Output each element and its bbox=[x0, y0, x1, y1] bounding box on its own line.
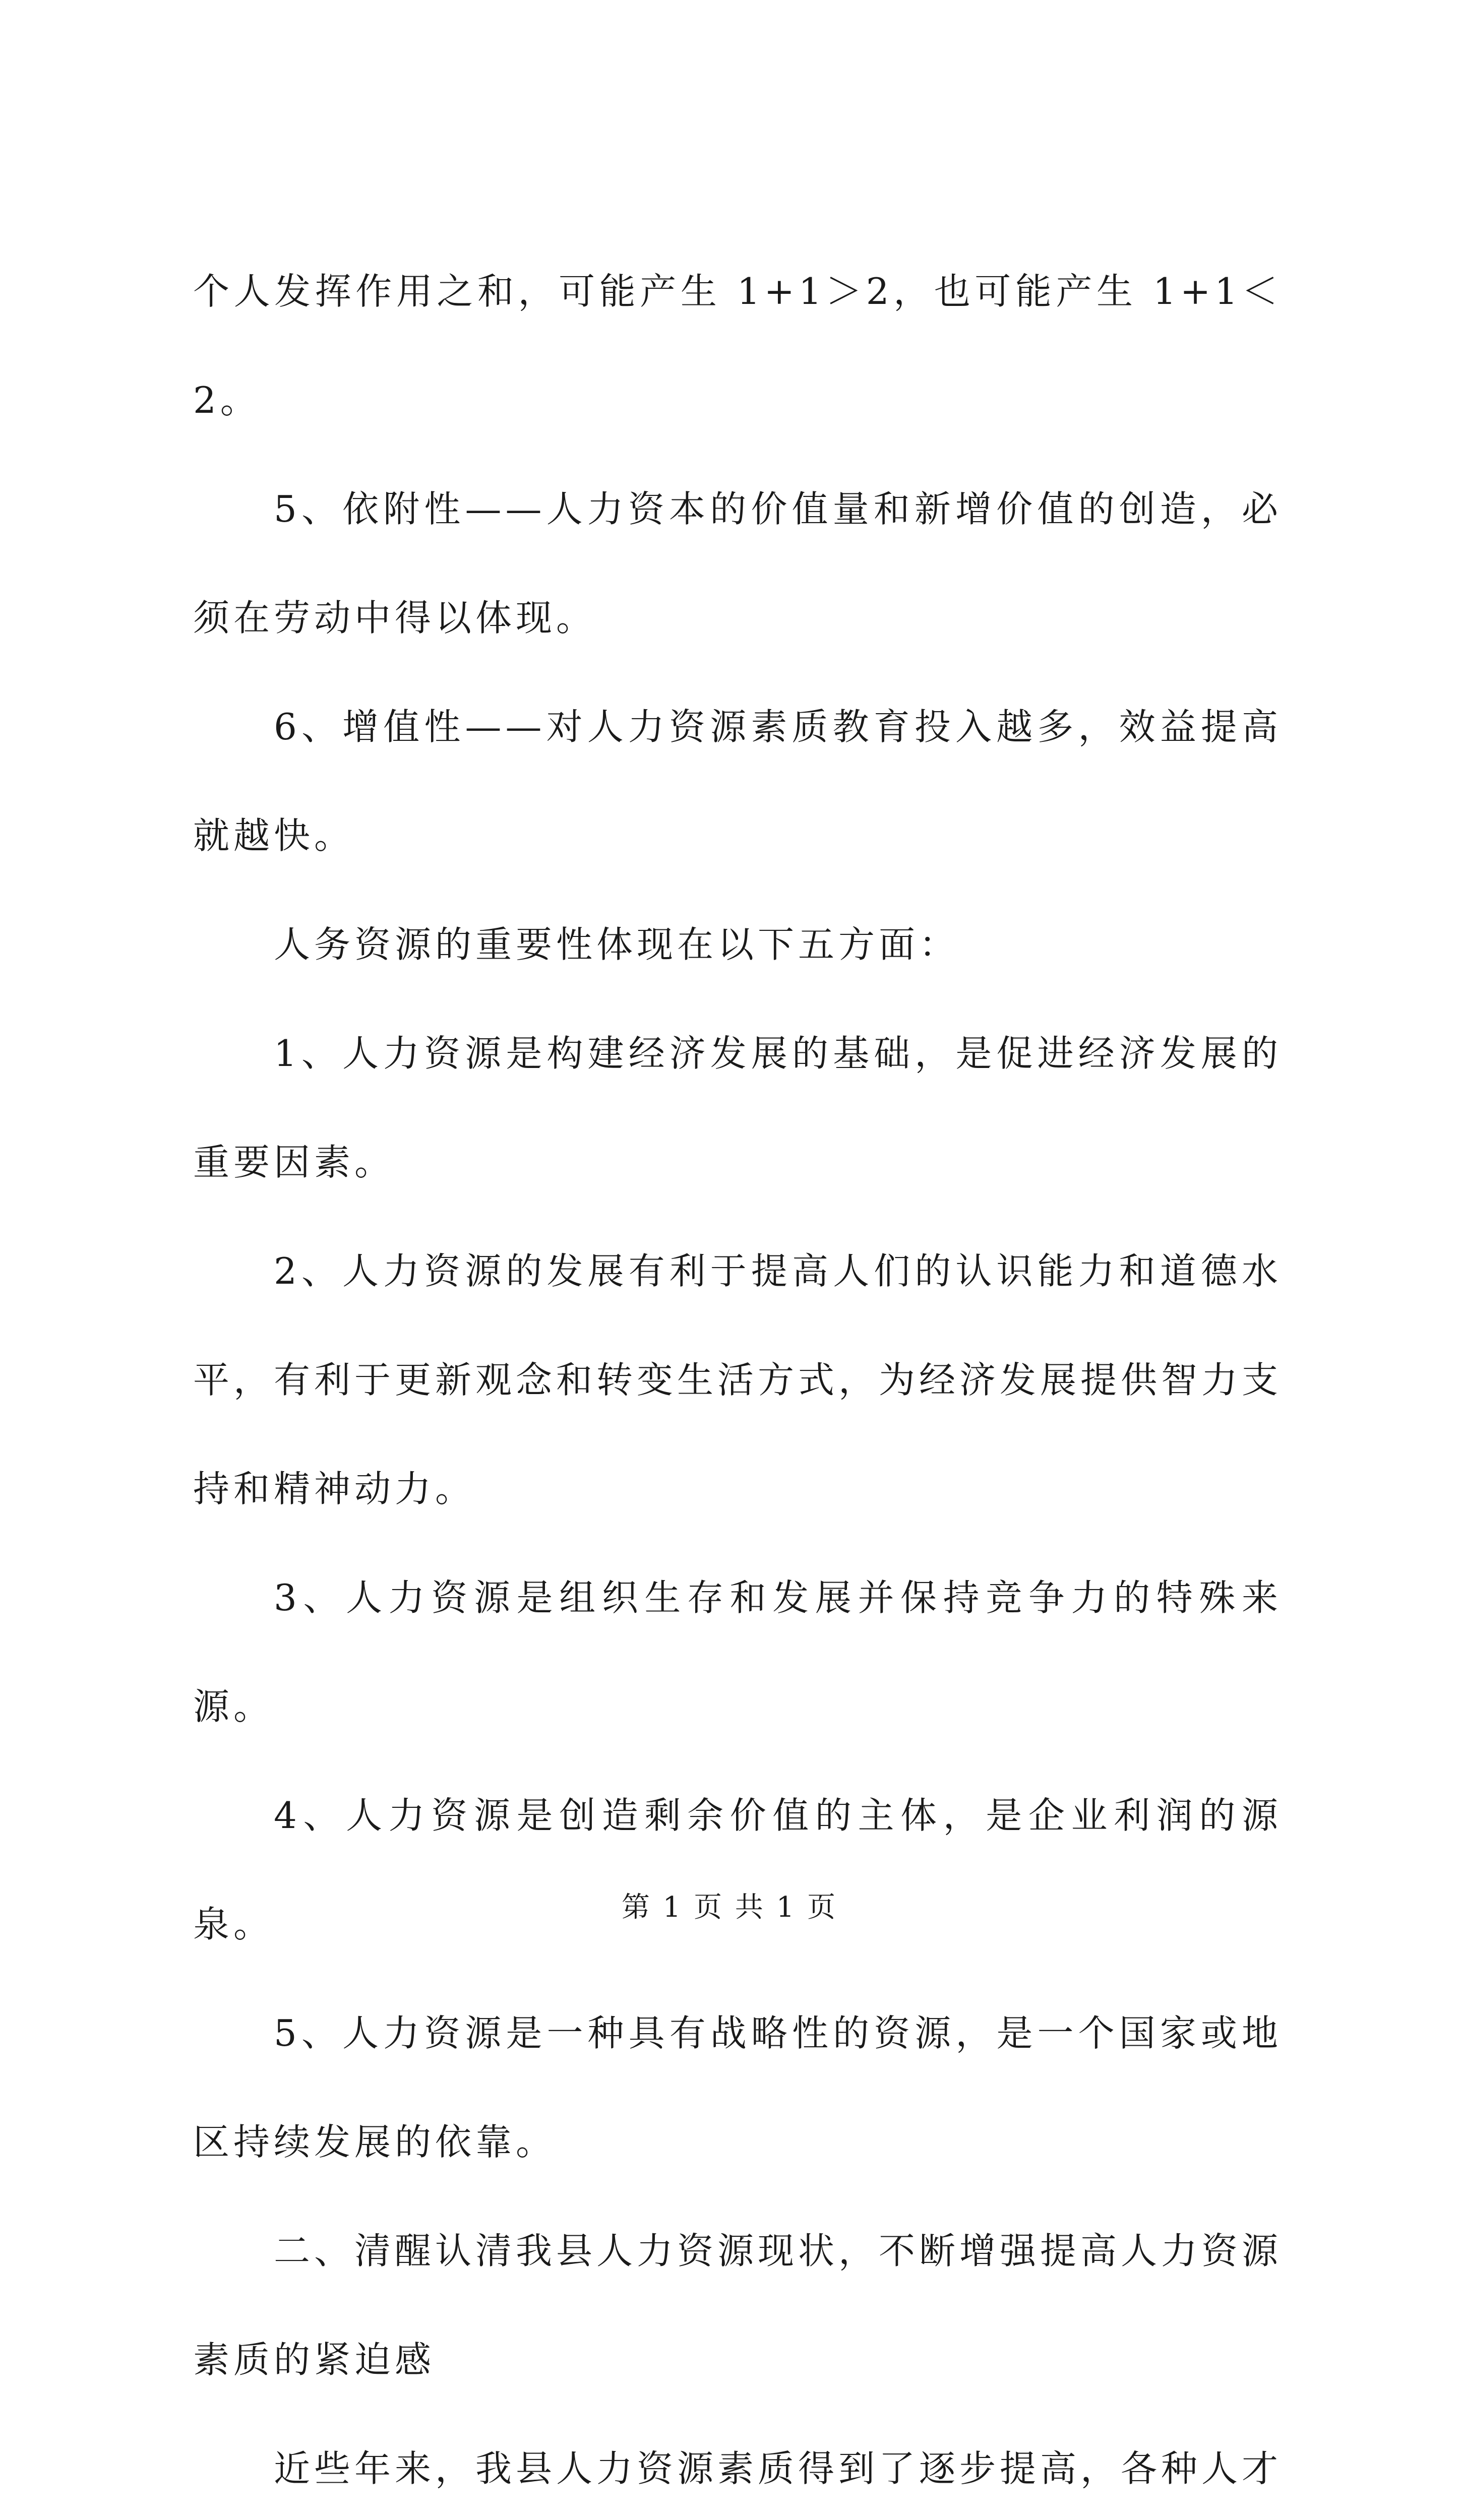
paragraph-continuation: 个人发挥作用之和，可能产生 1+1＞2，也可能产生 1+1＜2。 bbox=[193, 270, 1282, 421]
paragraph-importance-3: 3、人力资源是组织生存和发展并保持竞争力的特殊来源。 bbox=[193, 1577, 1282, 1728]
paragraph-importance-2: 2、人力资源的发展有利于提高人们的认识能力和道德水平，有利于更新观念和转变生活方式，为经济发展提供智力支持和精神动力。 bbox=[193, 1250, 1283, 1510]
page-footer: 第 1 页 共 1 页 bbox=[621, 1891, 838, 1924]
paragraph-dependency: 5、依附性——人力资本的价值量和新增价值的创造，必须在劳动中得以体现。 bbox=[193, 488, 1282, 639]
document-body bbox=[193, 237, 1282, 2520]
paragraph-importance-5: 5、人力资源是一种具有战略性的资源，是一个国家或地区持续发展的依靠。 bbox=[193, 2012, 1282, 2163]
paragraph-importance-4: 4、人力资源是创造剩余价值的主体，是企业利润的源泉。 bbox=[193, 1794, 1282, 1945]
paragraph-importance-1: 1、人力资源是构建经济发展的基础，是促进经济发展的重要因素。 bbox=[193, 1032, 1282, 1183]
section-heading-2: 二、清醒认清我县人力资源现状，不断增强提高人力资源素质的紧迫感 bbox=[193, 2230, 1283, 2381]
paragraph-importance-intro: 人务资源的重要性体现在以下五方面： bbox=[274, 923, 960, 966]
paragraph-value-added: 6、增值性——对人力资源素质教育投入越多，效益提高就越快。 bbox=[193, 706, 1282, 857]
paragraph-recent-years: 近些年来，我县人力资源素质得到了逐步提高，各种人才 bbox=[274, 2447, 1283, 2490]
